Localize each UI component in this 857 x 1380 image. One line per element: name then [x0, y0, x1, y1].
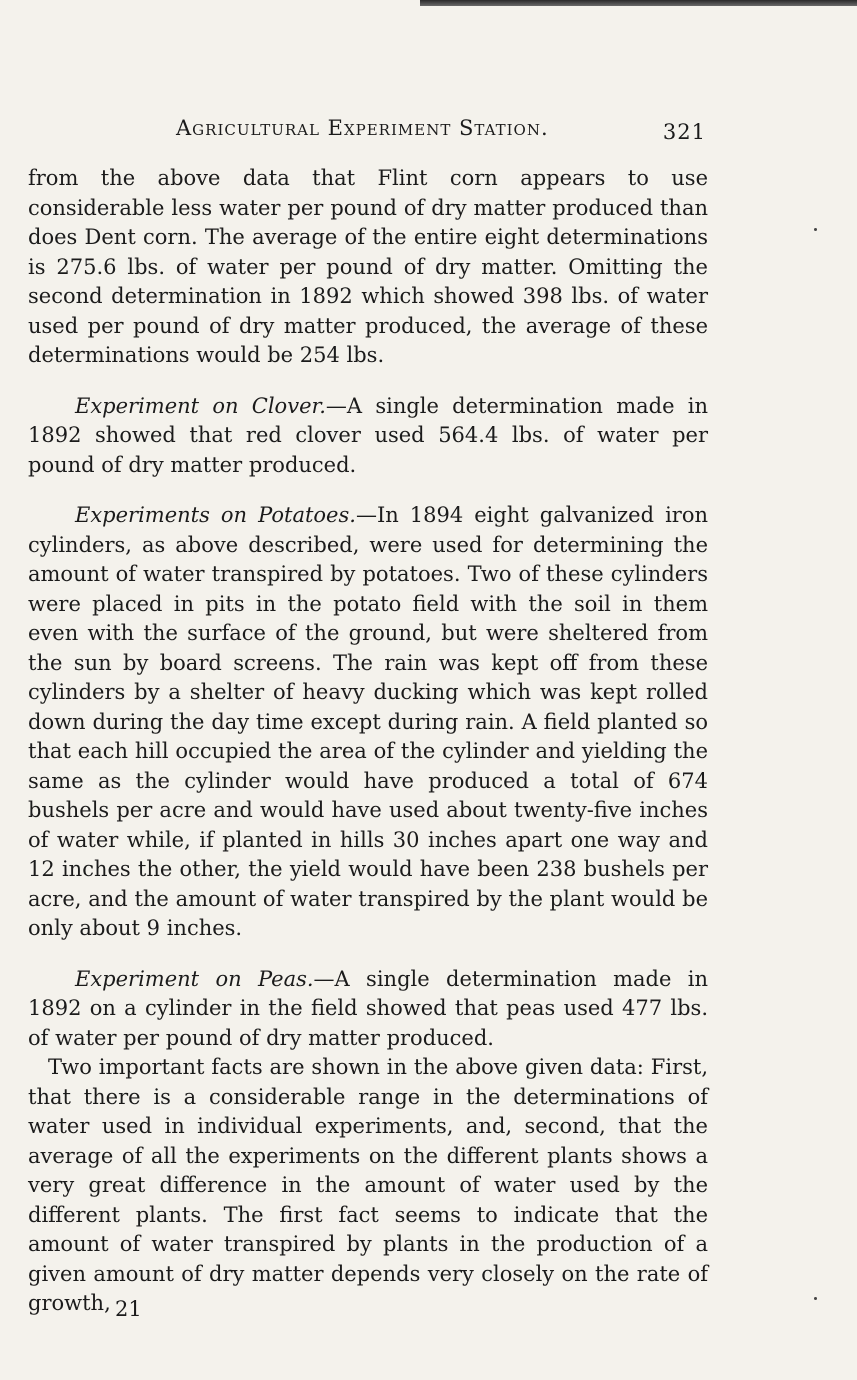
margin-speck — [814, 228, 817, 231]
section-heading-potatoes: Experiments on Potatoes. — [75, 503, 356, 527]
paragraph-clover — [28, 392, 708, 481]
top-edge-rule — [420, 0, 857, 6]
section-heading-peas: Experiment on Peas. — [75, 966, 314, 991]
signature-mark: 21 — [115, 1297, 142, 1321]
paragraph-continuation — [28, 164, 708, 371]
page-number: 321 — [662, 120, 706, 144]
paragraph-text: —In 1894 eight galvanized iron cylinders, as above described, were used for determining the amount of water transpired by potatoes. Two of these cylinders were placed in pits in the potato field with the soil in them even with the surface of the ground, but were sheltered from the sun by board screens. The rain was kept off from these cylinders by a shelter of heavy ducking which was kept rolled down during the day time except during rain. A field planted so that each hill occupied the area of the cylinder and yielding the same as the cylinder would have produced a total of 674 bushels per acre and would have used about twenty-five inches of water while, if planted in hills 30 inches apart one way and 12 inches the other, the yield would have been 238 bushels per acre, and the amount of water transpired by the plant would be only about 9 inches. — [28, 503, 708, 940]
running-head — [176, 116, 706, 146]
paragraph-potatoes — [28, 501, 708, 944]
paragraph-text: Two important facts are shown in the above given data: First, that there is a considerable range in the determinations of water used in individual experiments, and, second, that the average of all the experiments on the different plants shows a very great difference in the amount of water used by the different plants. The first fact seems to indicate that the amount of water transpired by plants in the production of a given amount of dry matter depends very closely on the rate of growth, — [28, 1055, 708, 1315]
section-heading-clover: Experiment on Clover. — [75, 393, 326, 418]
page-body — [28, 164, 708, 1319]
paragraph-text: —A single determination made in 1892 on a cylinder in the field showed that peas used 477 lbs. of water per pound of dry matter produced. — [28, 966, 708, 1050]
paragraph-peas — [28, 965, 708, 1054]
paragraph-text: —A single determination made in 1892 showed that red clover used 564.4 lbs. of water per pound of dry matter produced. — [28, 393, 708, 477]
margin-speck — [814, 1297, 817, 1300]
paragraph-text: from the above data that Flint corn appears to use considerable less water per pound of dry matter produced than does Dent corn. The average of the entire eight determinations is 275.6 lbs. of water per pound of dry matter. Omitting the second determination in 1892 which showed 398 lbs. of water used per pound of dry matter produced, the average of these determinations would be 254 lbs. — [28, 166, 708, 367]
paragraph-conclusion — [28, 1053, 708, 1319]
running-title: Agricultural Experiment Station. — [176, 116, 549, 140]
